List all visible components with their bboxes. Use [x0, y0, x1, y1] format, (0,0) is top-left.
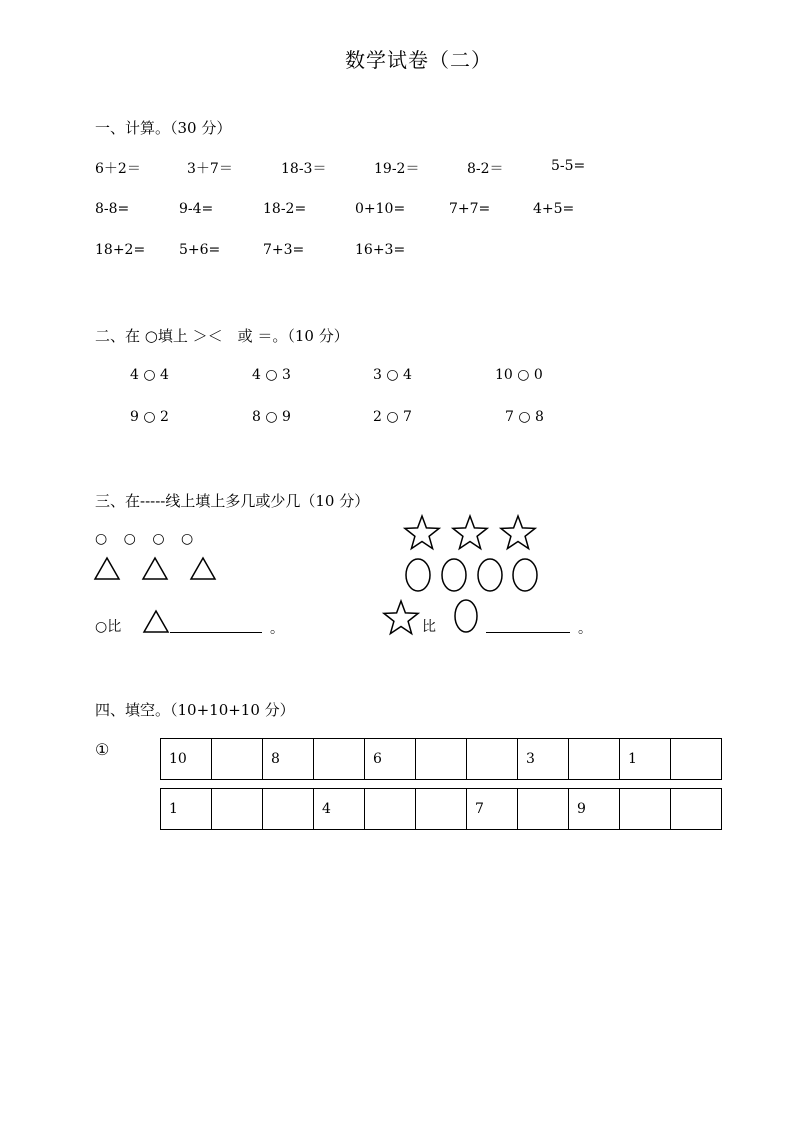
star-icon: [405, 516, 439, 549]
problem: 4+5=: [533, 201, 575, 217]
triangle-icon: [143, 558, 167, 579]
star-icon: [381, 599, 421, 635]
period: 。: [578, 621, 592, 637]
grid-cell[interactable]: [467, 739, 518, 780]
grid-cell: 3: [518, 739, 569, 780]
grid-cell[interactable]: [416, 789, 467, 830]
comparison-item: 4 ○ 3: [252, 367, 291, 383]
grid-cell: 4: [314, 789, 365, 830]
comparison-item: 2 ○ 7: [373, 409, 412, 425]
problem: 9-4=: [179, 201, 214, 217]
section-1-heading: 一、计算。（30 分）: [95, 119, 232, 137]
grid-cell[interactable]: [212, 789, 263, 830]
triangle-icon: [95, 558, 119, 579]
grid-cell: 9: [569, 789, 620, 830]
section-3-heading: 三、在-----线上填上多几或少几（10 分）: [95, 492, 370, 510]
problem: 7+3=: [263, 242, 305, 258]
problem: 0+10=: [355, 201, 406, 217]
section-2-heading: 二、在 ○填上 ＞＜ 或 ＝。（10 分）: [95, 327, 349, 345]
problem: 18-3＝: [281, 161, 327, 177]
grid-cell[interactable]: [518, 789, 569, 830]
grid-cell[interactable]: [365, 789, 416, 830]
number-grid-row-1: [160, 738, 722, 780]
oval-icon: [406, 559, 430, 591]
comparison-item: 7 ○ 8: [505, 409, 544, 425]
problem: 19-2＝: [374, 161, 420, 177]
grid-cell[interactable]: [212, 739, 263, 780]
triangle-icon: [142, 609, 170, 635]
compare-word: 比: [422, 619, 436, 635]
answer-blank-left[interactable]: [170, 617, 262, 633]
grid-cell: 7: [467, 789, 518, 830]
stars-row: [402, 514, 542, 550]
grid-cell[interactable]: [671, 739, 722, 780]
problem: 16+3=: [355, 242, 406, 258]
question-marker: ①: [95, 740, 110, 759]
triangle-icon: [191, 558, 215, 579]
grid-cell: 1: [161, 789, 212, 830]
problem: 18+2=: [95, 242, 146, 258]
problem: 3＋7＝: [187, 161, 233, 177]
problem: 5-5=: [551, 158, 586, 174]
comparison-item: 3 ○ 4: [373, 367, 412, 383]
problem: 18-2=: [263, 201, 307, 217]
period: 。: [270, 621, 284, 637]
ovals-row: [404, 557, 544, 593]
grid-cell[interactable]: [416, 739, 467, 780]
star-icon: [453, 516, 487, 549]
grid-cell[interactable]: [314, 739, 365, 780]
grid-cell: 8: [263, 739, 314, 780]
triangles-row: [93, 556, 223, 582]
problem: 5+6=: [179, 242, 221, 258]
page-title: 数学试卷（二）: [345, 48, 492, 72]
problem: 6＋2＝: [95, 161, 141, 177]
comparison-item: 9 ○ 2: [130, 409, 169, 425]
oval-icon: [513, 559, 537, 591]
oval-icon: [453, 598, 481, 634]
star-icon: [501, 516, 535, 549]
grid-cell[interactable]: [671, 789, 722, 830]
problem: 8-8=: [95, 201, 130, 217]
grid-cell[interactable]: [569, 739, 620, 780]
comparison-item: 8 ○ 9: [252, 409, 291, 425]
comparison-item: 10 ○ 0: [495, 367, 543, 383]
problem: 8-2＝: [467, 161, 504, 177]
small-circles-row: ○ ○ ○ ○: [95, 531, 200, 547]
answer-blank-right[interactable]: [486, 617, 570, 633]
compare-left-prefix: ○比: [95, 619, 122, 635]
problem: 7+7=: [449, 201, 491, 217]
comparison-item: 4 ○ 4: [130, 367, 169, 383]
grid-cell[interactable]: [620, 789, 671, 830]
number-grid-row-2: [160, 788, 722, 830]
oval-icon: [478, 559, 502, 591]
grid-cell: 10: [161, 739, 212, 780]
oval-icon: [442, 559, 466, 591]
section-4-heading: 四、填空。（10+10+10 分）: [95, 701, 295, 719]
grid-cell: 1: [620, 739, 671, 780]
grid-cell: 6: [365, 739, 416, 780]
grid-cell[interactable]: [263, 789, 314, 830]
